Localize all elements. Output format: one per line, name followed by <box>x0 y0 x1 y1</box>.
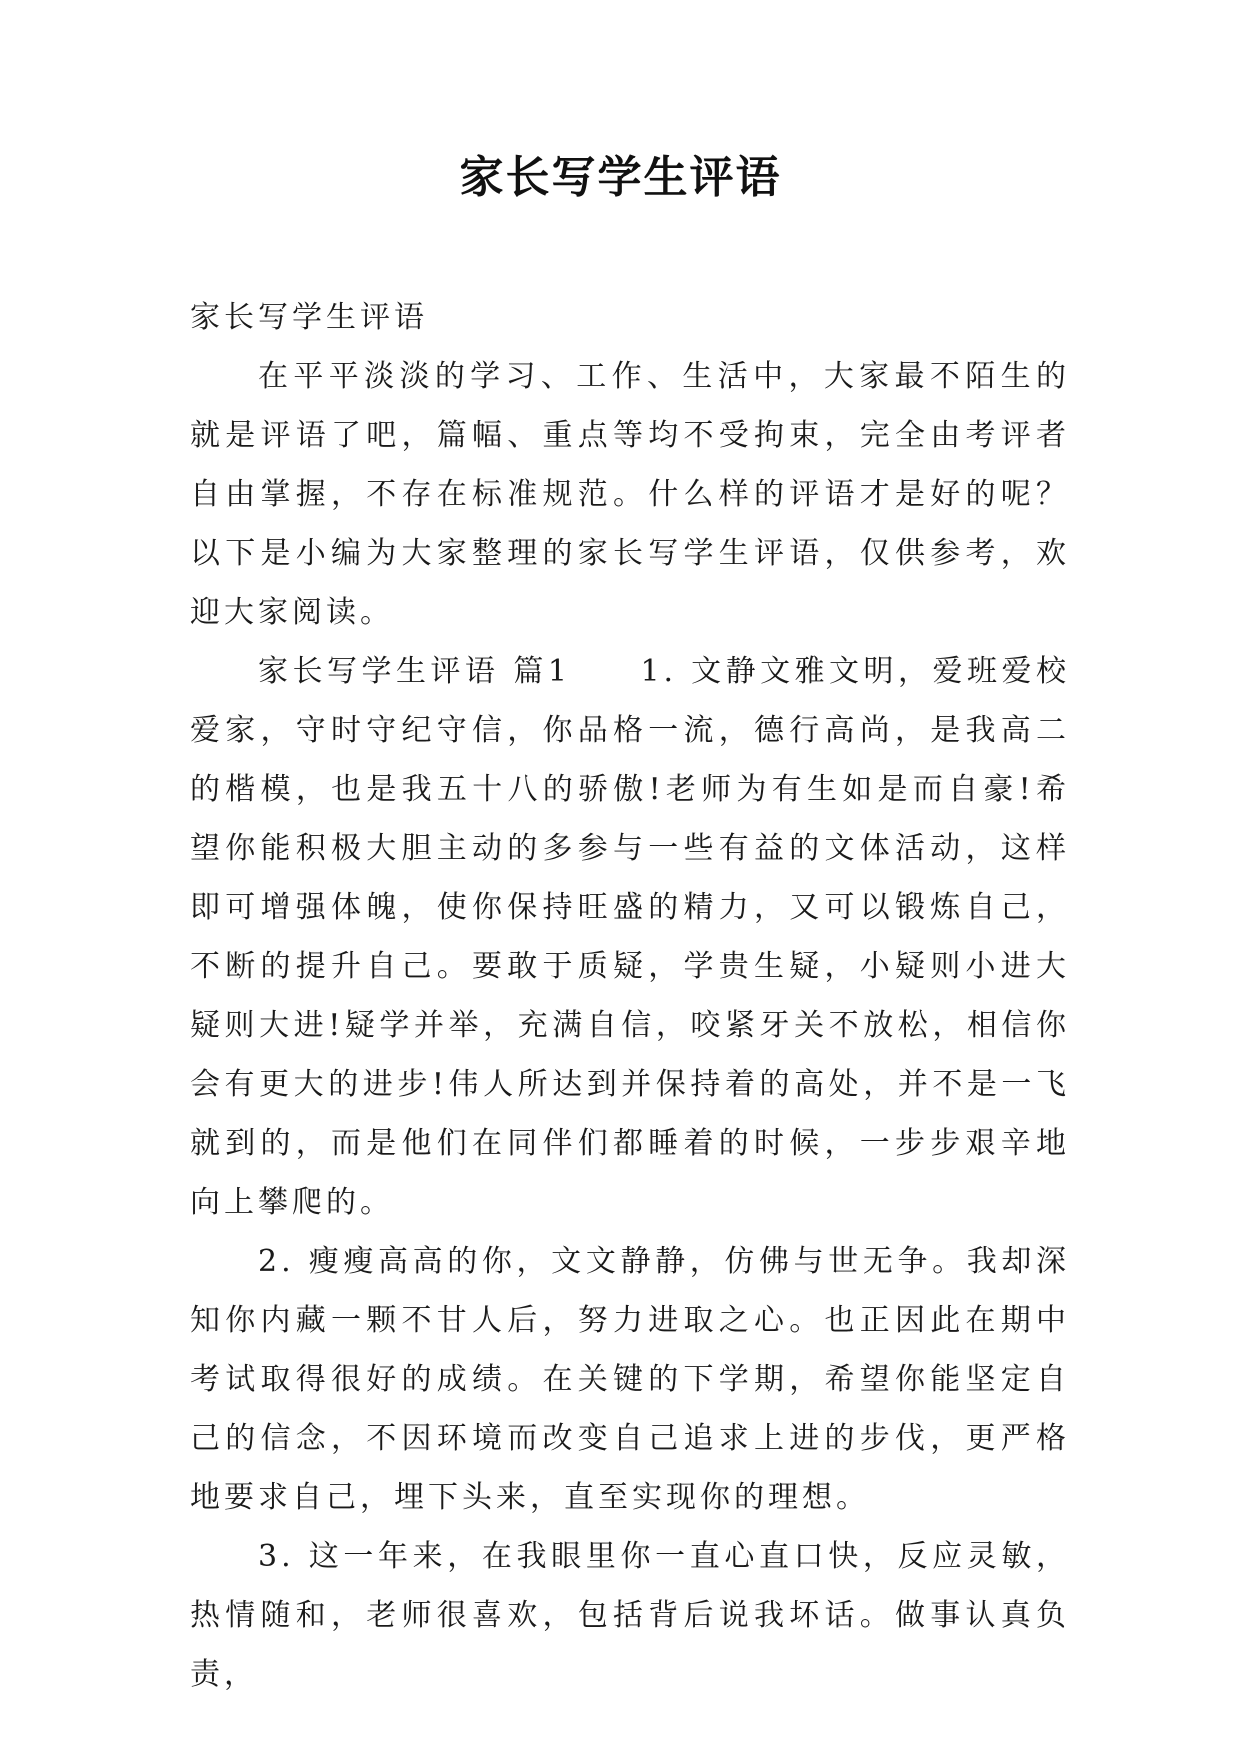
document-body <box>190 288 1070 1704</box>
paragraph-comment-1: 家长写学生评语 篇1 1. 文静文雅文明，爱班爱校爱家，守时守纪守信，你品格一流，德行高尚，是我高二的楷模，也是我五十八的骄傲!老师为有生如是而自豪!希望你能积极大胆主动的多参与一些有益的文体活动，这样即可增强体魄，使你保持旺盛的精力，又可以锻炼自己，不断的提升自己。要敢于质疑，学贵生疑，小疑则小进大疑则大进!疑学并举，充满自信，咬紧牙关不放松，相信你会有更大的进步!伟人所达到并保持着的高处，并不是一飞就到的，而是他们在同伴们都睡着的时候，一步步艰辛地向上攀爬的。 <box>190 654 1070 1220</box>
document-title: 家长写学生评语 <box>459 152 782 203</box>
document-subtitle: 家长写学生评语 <box>190 300 428 335</box>
paragraph-comment-3: 3. 这一年来，在我眼里你一直心直口快，反应灵敏，热情随和，老师很喜欢，包括背后说我坏话。做事认真负责， <box>190 1539 1070 1692</box>
paragraph-comment-2: 2. 瘦瘦高高的你，文文静静，仿佛与世无争。我却深知你内藏一颗不甘人后，努力进取之心。也正因此在期中考试取得很好的成绩。在关键的下学期，希望你能坚定自己的信念，不因环境而改变自己追求上进的步伐，更严格地要求自己，埋下头来，直至实现你的理想。 <box>190 1244 1070 1515</box>
paragraph-intro: 在平平淡淡的学习、工作、生活中，大家最不陌生的就是评语了吧，篇幅、重点等均不受拘束，完全由考评者自由掌握，不存在标准规范。什么样的评语才是好的呢？以下是小编为大家整理的家长写学生评语，仅供参考，欢迎大家阅读。 <box>190 359 1070 630</box>
